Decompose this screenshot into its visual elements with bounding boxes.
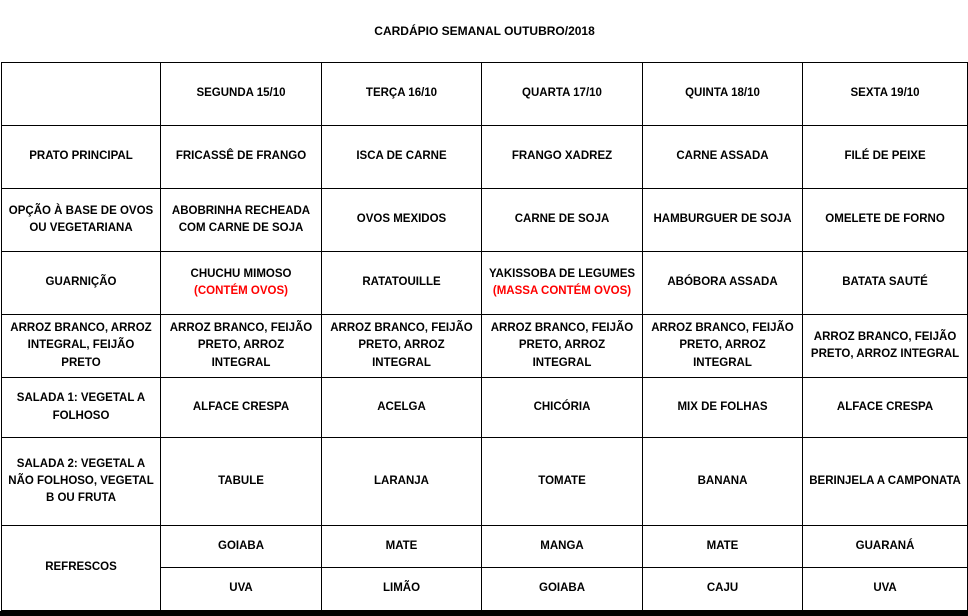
row-label-refrescos: REFRESCOS: [2, 526, 161, 611]
menu-cell: LIMÃO: [322, 568, 482, 611]
allergy-note: (CONTÉM OVOS): [194, 285, 288, 297]
menu-cell: UVA: [161, 568, 322, 611]
menu-cell: ISCA DE CARNE: [322, 126, 482, 189]
row-label-arroz-feijao: ARROZ BRANCO, ARROZ INTEGRAL, FEIJÃO PRETO: [2, 315, 161, 378]
row-label-opcao-ovos-vegetariana: OPÇÃO À BASE DE OVOS OU VEGETARIANA: [2, 189, 161, 252]
menu-cell: [643, 252, 803, 315]
menu-cell-text: YAKISSOBA DE LEGUMES: [488, 267, 636, 280]
menu-cell: ABOBRINHA RECHEADA COM CARNE DE SOJA: [161, 189, 322, 252]
menu-cell-text: BATATA SAUTÉ: [842, 276, 928, 289]
menu-table: [1, 0, 968, 611]
menu-cell: [482, 252, 643, 315]
menu-cell: ARROZ BRANCO, FEIJÃO PRETO, ARROZ INTEGRAL: [482, 315, 643, 378]
menu-cell: OMELETE DE FORNO: [803, 189, 968, 252]
day-header-quarta: QUARTA 17/10: [482, 63, 643, 126]
menu-cell: HAMBURGUER DE SOJA: [643, 189, 803, 252]
day-header-quinta: QUINTA 18/10: [643, 63, 803, 126]
menu-cell: ARROZ BRANCO, FEIJÃO PRETO, ARROZ INTEGRAL: [322, 315, 482, 378]
day-header-sexta: SEXTA 19/10: [803, 63, 968, 126]
menu-cell: [803, 252, 968, 315]
bottom-border-bar: [0, 611, 968, 616]
menu-cell: FRANGO XADREZ: [482, 126, 643, 189]
menu-cell: BANANA: [643, 438, 803, 526]
menu-cell: TOMATE: [482, 438, 643, 526]
row-label-guarnicao: GUARNIÇÃO: [2, 252, 161, 315]
menu-cell: LARANJA: [322, 438, 482, 526]
menu-cell: OVOS MEXIDOS: [322, 189, 482, 252]
menu-cell-text: ABÓBORA ASSADA: [667, 276, 778, 289]
menu-cell: ALFACE CRESPA: [161, 378, 322, 438]
menu-cell: TABULE: [161, 438, 322, 526]
row-label-salada-1: SALADA 1: VEGETAL A FOLHOSO: [2, 378, 161, 438]
day-header-segunda: SEGUNDA 15/10: [161, 63, 322, 126]
menu-cell: MIX DE FOLHAS: [643, 378, 803, 438]
allergy-note: (MASSA CONTÉM OVOS): [492, 285, 632, 297]
page-title: CARDÁPIO SEMANAL OUTUBRO/2018: [2, 0, 968, 63]
menu-cell: MANGA: [482, 526, 643, 568]
row-label-prato-principal: PRATO PRINCIPAL: [2, 126, 161, 189]
menu-cell: GUARANÁ: [803, 526, 968, 568]
menu-cell: CAJU: [643, 568, 803, 611]
menu-cell: ARROZ BRANCO, FEIJÃO PRETO, ARROZ INTEGRAL: [161, 315, 322, 378]
menu-cell: ACELGA: [322, 378, 482, 438]
menu-cell: GOIABA: [161, 526, 322, 568]
menu-cell: [161, 252, 322, 315]
menu-cell: ALFACE CRESPA: [803, 378, 968, 438]
day-header-terca: TERÇA 16/10: [322, 63, 482, 126]
menu-cell: FRICASSÊ DE FRANGO: [161, 126, 322, 189]
menu-cell: BERINJELA A CAMPONATA: [803, 438, 968, 526]
row-label-salada-2: SALADA 2: VEGETAL A NÃO FOLHOSO, VEGETAL B OU FRUTA: [2, 438, 161, 526]
menu-cell: GOIABA: [482, 568, 643, 611]
menu-cell: MATE: [643, 526, 803, 568]
menu-cell: FILÉ DE PEIXE: [803, 126, 968, 189]
menu-cell: CARNE ASSADA: [643, 126, 803, 189]
menu-cell: ARROZ BRANCO, FEIJÃO PRETO, ARROZ INTEGRAL: [643, 315, 803, 378]
menu-cell-text: CHUCHU MIMOSO: [190, 267, 292, 280]
corner-cell: [2, 63, 161, 126]
menu-cell: MATE: [322, 526, 482, 568]
menu-cell: [322, 252, 482, 315]
menu-cell: UVA: [803, 568, 968, 611]
menu-cell: CHICÓRIA: [482, 378, 643, 438]
menu-cell: CARNE DE SOJA: [482, 189, 643, 252]
menu-cell: ARROZ BRANCO, FEIJÃO PRETO, ARROZ INTEGRAL: [803, 315, 968, 378]
menu-cell-text: RATATOUILLE: [362, 276, 441, 289]
